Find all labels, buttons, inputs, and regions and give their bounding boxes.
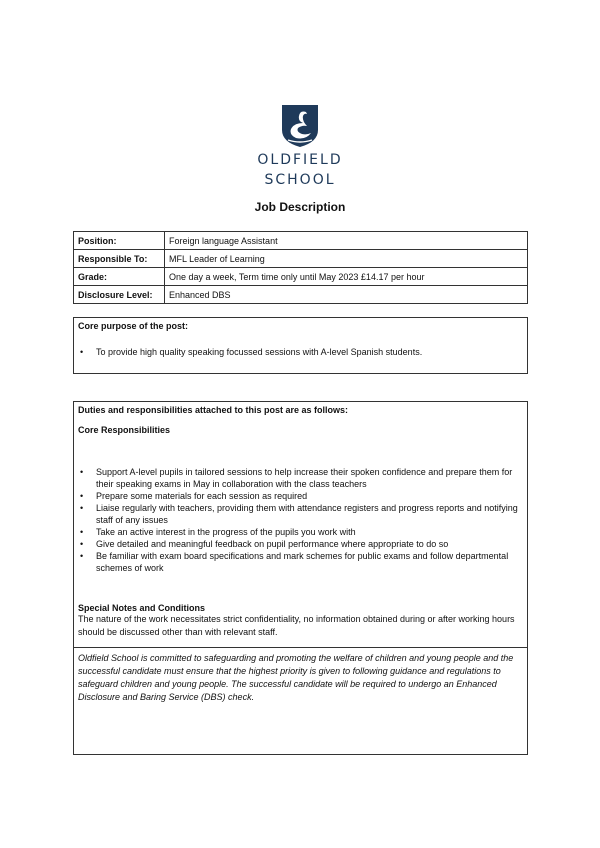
- list-item: • Prepare some materials for each session as required: [74, 490, 527, 502]
- table-row: [74, 268, 528, 286]
- table-row: [74, 232, 528, 250]
- list-item: • To provide high quality speaking focussed sessions with A-level Spanish students.: [74, 346, 527, 358]
- responsibilities-list: [74, 466, 527, 574]
- grade-value: One day a week, Term time only until May 2023 £14.17 per hour: [165, 268, 528, 286]
- school-name-line-2: SCHOOL: [264, 172, 336, 188]
- list-item: • Support A-level pupils in tailored sessions to help increase their spoken confidence and prepare them for their speaking exams in May in collaboration with the class teachers: [74, 466, 527, 490]
- job-info-table: [73, 231, 528, 304]
- table-row: [74, 286, 528, 304]
- document-title: Job Description: [254, 200, 346, 214]
- list-item: • Give detailed and meaningful feedback on pupil performance where appropriate to do so: [74, 538, 527, 550]
- disclosure-level-label: Disclosure Level:: [74, 286, 165, 304]
- core-purpose-heading: Core purpose of the post:: [78, 321, 188, 331]
- duties-box: [73, 401, 528, 755]
- table-row: [74, 250, 528, 268]
- grade-label: Grade:: [74, 268, 165, 286]
- list-item: • Liaise regularly with teachers, providing them with attendance registers and progress reports and notifying staff of any issues: [74, 502, 527, 526]
- school-logo: [0, 104, 600, 188]
- duties-heading: Duties and responsibilities attached to this post are as follows:: [78, 405, 349, 415]
- core-responsibilities-heading: Core Responsibilities: [78, 425, 171, 435]
- special-notes-text: The nature of the work necessitates strict confidentiality, no information obtained during or after working hours should be discussed other than with relevant staff.: [78, 614, 515, 637]
- responsible-to-label: Responsible To:: [74, 250, 165, 268]
- position-label: Position:: [74, 232, 165, 250]
- responsible-to-value: MFL Leader of Learning: [165, 250, 528, 268]
- core-purpose-list: [74, 346, 527, 358]
- school-name-line-1: OLDFIELD: [257, 152, 343, 168]
- swan-shield-icon: [280, 104, 320, 148]
- special-notes-heading: Special Notes and Conditions: [78, 603, 206, 613]
- list-item: • Take an active interest in the progress of the pupils you work with: [74, 526, 527, 538]
- safeguarding-statement: Oldfield School is committed to safeguarding and promoting the welfare of children and young people and the successful candidate must ensure that the highest priority is given to following guidance and regulations to safeguard children and young people. The successful candidate will be required to undergo an Enhanced Disclosure and Baring Service (DBS) check.: [78, 653, 514, 702]
- disclosure-level-value: Enhanced DBS: [165, 286, 528, 304]
- list-item: • Be familiar with exam board specifications and mark schemes for public exams and follow departmental schemes of work: [74, 550, 527, 574]
- position-value: Foreign language Assistant: [165, 232, 528, 250]
- core-purpose-box: [73, 317, 528, 374]
